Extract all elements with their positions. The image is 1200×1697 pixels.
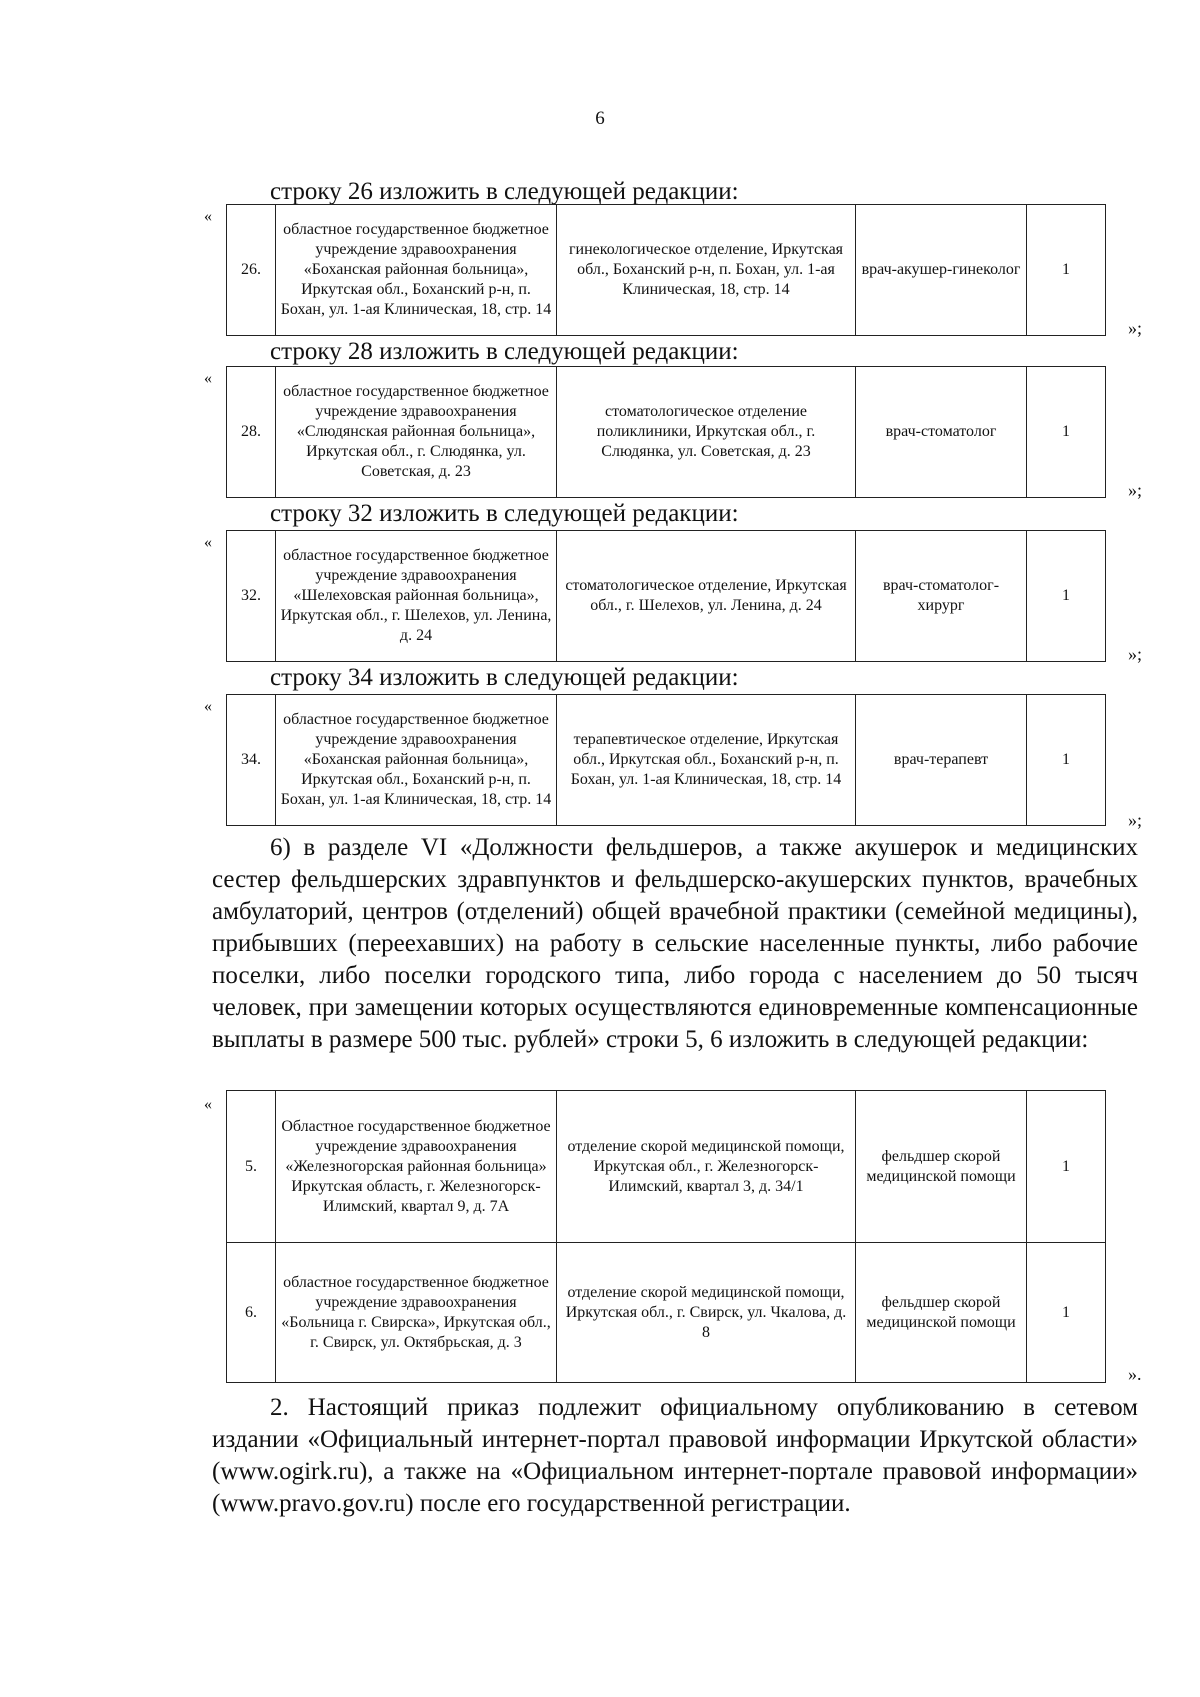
heading-row-28: строку 28 изложить в следующей редакции: xyxy=(270,338,739,365)
open-quote: « xyxy=(204,370,212,387)
cell-num: 5. xyxy=(227,1091,276,1243)
page-number: 6 xyxy=(595,108,605,129)
heading-row-26: строку 26 изложить в следующей редакции: xyxy=(270,178,739,205)
cell-position: врач-стоматолог-хирург xyxy=(856,531,1027,662)
cell-empty xyxy=(1106,695,1173,826)
open-quote: « xyxy=(204,534,212,551)
cell-num: 34. xyxy=(227,695,276,826)
open-quote: « xyxy=(204,208,212,225)
cell-position: врач-акушер-гинеколог xyxy=(856,205,1027,336)
cell-dept: отделение скорой медицинской помощи, Иркутская обл., г. Железногорск-Илимский, квартал 3, д. 34/1 xyxy=(557,1091,856,1243)
cell-num: 26. xyxy=(227,205,276,336)
cell-org: областное государственное бюджетное учреждение здравоохранения «Слюдянская районная больница», Иркутская обл., г. Слюдянка, ул. Советская, д. 23 xyxy=(276,367,557,498)
close-quote: »; xyxy=(1128,644,1143,664)
cell-empty xyxy=(1106,1091,1173,1243)
cell-position: врач-стоматолог xyxy=(856,367,1027,498)
close-quote: »; xyxy=(1128,810,1143,830)
cell-dept: терапевтическое отделение, Иркутская обл., Иркутская обл., Боханский р-н, п. Бохан, ул. 1-ая Клиническая, 18, стр. 14 xyxy=(557,695,856,826)
heading-row-32: строку 32 изложить в следующей редакции: xyxy=(270,500,739,527)
cell-empty xyxy=(1106,1243,1173,1383)
cell-position: фельдшер скорой медицинской помощи xyxy=(856,1243,1027,1383)
cell-count: 1 xyxy=(1027,1243,1106,1383)
cell-dept: стоматологическое отделение поликлиники, Иркутская обл., г. Слюдянка, ул. Советская, д. 23 xyxy=(557,367,856,498)
cell-num: 6. xyxy=(227,1243,276,1383)
cell-org: областное государственное бюджетное учреждение здравоохранения «Больница г. Свирска», Иркутская обл., г. Свирск, ул. Октябрьская, д. 3 xyxy=(276,1243,557,1383)
cell-org: областное государственное бюджетное учреждение здравоохранения «Боханская районная больница», Иркутская обл., Боханский р-н, п. Бохан, ул. 1-ая Клиническая, 18, стр. 14 xyxy=(276,205,557,336)
cell-empty xyxy=(1106,205,1173,336)
open-quote: « xyxy=(204,698,212,715)
cell-num: 28. xyxy=(227,367,276,498)
cell-empty xyxy=(1106,367,1173,498)
heading-row-34: строку 34 изложить в следующей редакции: xyxy=(270,664,739,691)
table-row-26 xyxy=(226,204,1172,336)
cell-position: фельдшер скорой медицинской помощи xyxy=(856,1091,1027,1243)
table-row-34 xyxy=(226,694,1172,826)
paragraph-6 xyxy=(212,832,1138,1056)
close-quote: »; xyxy=(1128,318,1143,338)
cell-org: Областное государственное бюджетное учреждение здравоохранения «Железногорская районная больница» Иркутская область, г. Железногорск-Илимский, квартал 9, д. 7А xyxy=(276,1091,557,1243)
cell-count: 1 xyxy=(1027,367,1106,498)
cell-count: 1 xyxy=(1027,531,1106,662)
paragraph-6-text: 6) в разделе VI «Должности фельдшеров, а также акушерок и медицинских сестер фельдшерских здравпунктов и фельдшерско-акушерских пунктов, врачебных амбулаторий, центров (отделений) общей врачебной практики (семейной медицины), прибывших (переехавших) на работу в сельские населенные пункты, либо рабочие поселки, либо поселки городского типа, либо города с населением до 50 тысяч человек, при замещении которых осуществляются единовременные компенсационные выплаты в размере 500 тыс. рублей» строки 5, 6 изложить в следующей редакции: xyxy=(212,834,1138,1053)
cell-dept: стоматологическое отделение, Иркутская обл., г. Шелехов, ул. Ленина, д. 24 xyxy=(557,531,856,662)
table-row-28 xyxy=(226,366,1172,498)
paragraph-2-text: 2. Настоящий приказ подлежит официальному опубликованию в сетевом издании «Официальный интернет-портал правовой информации Иркутской области» (www.ogirk.ru), а также на «Официальном интернет-портале правовой информации» (www.pravo.gov.ru) после его государственной регистрации. xyxy=(212,1394,1138,1517)
close-quote: »; xyxy=(1128,480,1143,500)
table-row-32 xyxy=(226,530,1172,662)
cell-count: 1 xyxy=(1027,1091,1106,1243)
cell-count: 1 xyxy=(1027,205,1106,336)
cell-position: врач-терапевт xyxy=(856,695,1027,826)
cell-org: областное государственное бюджетное учреждение здравоохранения «Боханская районная больница», Иркутская обл., Боханский р-н, п. Бохан, ул. 1-ая Клиническая, 18, стр. 14 xyxy=(276,695,557,826)
cell-num: 32. xyxy=(227,531,276,662)
table-rows-5-6 xyxy=(226,1090,1172,1383)
cell-org: областное государственное бюджетное учреждение здравоохранения «Шелеховская районная больница», Иркутская обл., г. Шелехов, ул. Ленина, д. 24 xyxy=(276,531,557,662)
close-quote: ». xyxy=(1128,1364,1142,1384)
cell-dept: гинекологическое отделение, Иркутская обл., Боханский р-н, п. Бохан, ул. 1-ая Клиническая, 18, стр. 14 xyxy=(557,205,856,336)
cell-count: 1 xyxy=(1027,695,1106,826)
cell-empty xyxy=(1106,531,1173,662)
open-quote: « xyxy=(204,1096,212,1113)
paragraph-2 xyxy=(212,1392,1138,1520)
cell-dept: отделение скорой медицинской помощи, Иркутская обл., г. Свирск, ул. Чкалова, д. 8 xyxy=(557,1243,856,1383)
